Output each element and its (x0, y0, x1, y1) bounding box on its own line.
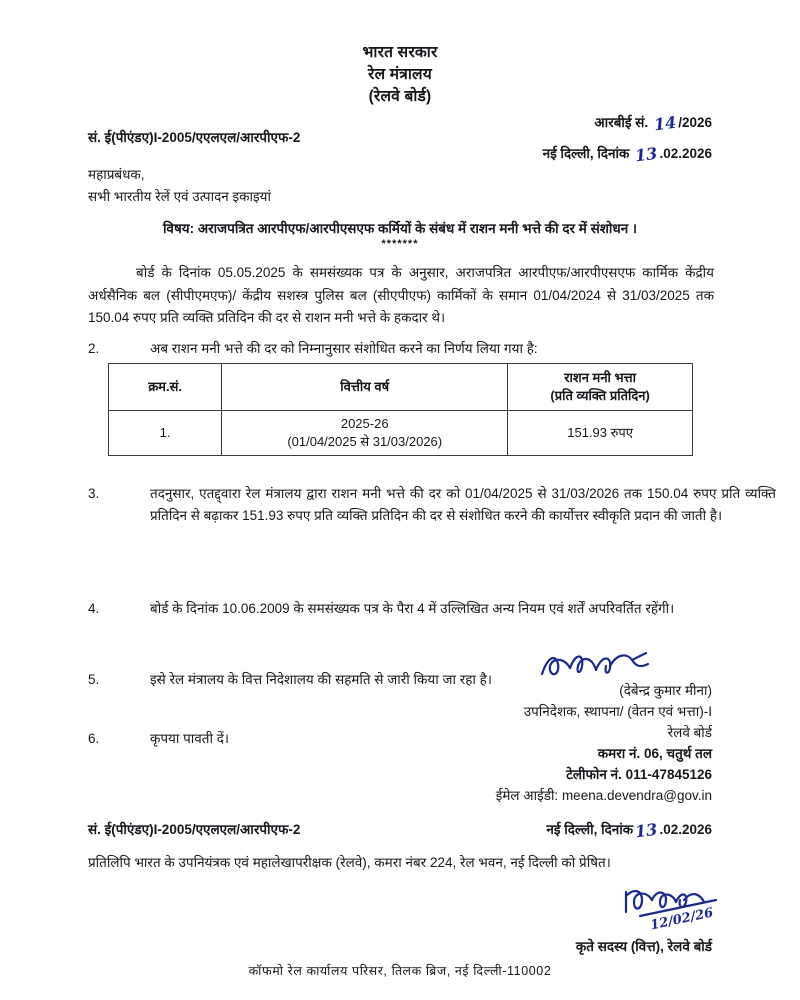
signature-scribble-icon (536, 648, 656, 682)
rbe-label: आरबीई सं. (594, 115, 649, 130)
table-cell-financial-year-line1: 2025-26 (340, 416, 389, 431)
signatory-email: ईमेल आईडी: meena.devendra@gov.in (495, 788, 712, 804)
second-signature-date-handwritten: 12/02/26 (649, 905, 715, 934)
table-cell-financial-year-line2: (01/04/2025 से 31/03/2026) (287, 434, 443, 450)
table-cell-financial-year (222, 411, 508, 456)
page-footer-address: कॉफमो रेल कार्यालय परिसर, तिलक ब्रिज, नई दिल्ली-110002 (248, 964, 552, 978)
file-number: सं. ई(पीएंडए)I-2005/एएलएल/आरपीएफ-2 (88, 130, 301, 145)
paragraph-2-text: अब राशन मनी भत्ते की दर को निम्नानुसार संशोधित करने का निर्णय लिया गया है: (150, 341, 538, 356)
subject-text: विषय: अराजपत्रित आरपीएफ/आरपीएसएफ कर्मियों के संबंध में राशन मनी भत्ते की दर में संशोधन । (162, 221, 638, 236)
table-header-row (109, 364, 693, 411)
paragraph-1 (88, 262, 714, 330)
letterhead-line-government: भारत सरकार (362, 44, 438, 61)
signatory-designation: उपनिदेशक, स्थापना/ (वेतन एवं भत्ता)-I (523, 704, 712, 720)
date-day-handwritten: 13 (634, 143, 659, 166)
table-body (109, 411, 693, 456)
table-header (109, 364, 693, 411)
paragraph-4 (88, 598, 776, 621)
paragraph-4-number: 4. (88, 601, 100, 617)
addressee-line-2: सभी भारतीय रेलें एवं उत्पादन इकाइयां (88, 188, 271, 204)
letterhead (0, 42, 800, 108)
paragraph-6-text: कृपया पावती दें। (150, 731, 230, 747)
paragraph-3 (88, 483, 776, 528)
paragraph-3-text: तदनुसार, एतद्द्वारा रेल मंत्रालय द्वारा राशन मनी भत्ते की दर को 01/04/2025 से 31/03/2026 तक 150.04 रुपए प्रति व्यक्ति प्रतिदिन से बढ़ाकर 151.93 रुपए प्रति व्यक्ति प्रतिदिन की दर से संशोधित करने की कार्योत्तर स्वीकृति प्रदान की जाती है। (150, 485, 776, 524)
paragraph-1-text: बोर्ड के दिनांक 05.05.2025 के समसंख्यक पत्र के अनुसार, अराजपत्रित आरपीएफ/आरपीएसएफ कार्मिक केंद्रीय अर्धसैनिक बल (सीपीएमएफ)/ केंद्रीय सशस्त्र पुलिस बल (सीएपीएफ) कार्मिकों के समान 01/04/2024 से 31/03/2025 तक 150.04 रुपए प्रति व्यक्ति प्रतिदिन की दर से राशन मनी भत्ते के हकदार थे। (88, 265, 714, 326)
paragraph-5-number: 5. (88, 671, 100, 687)
paragraph-4-text: बोर्ड के दिनांक 10.06.2009 के समसंख्यक पत्र के पैरा 4 में उल्लिखित अन्य नियम एवं शर्तें अपरिवर्तित रहेंगी। (150, 601, 675, 617)
addressee-line-1: महाप्रबंधक, (88, 167, 145, 182)
letterhead-line-board: (रेलवे बोर्ड) (368, 88, 432, 105)
table-header-financial-year: वित्तीय वर्ष (222, 364, 508, 411)
subject-separator-stars: ******* (381, 238, 419, 250)
copy-forwarded-line: प्रतिलिपि भारत के उपनियंत्रक एवं महालेखापरीक्षक (रेलवे), कमरा नंबर 224, रेल भवन, नई दिल्ली को प्रेषित। (88, 855, 611, 870)
signatory-organisation: रेलवे बोर्ड (667, 725, 712, 741)
letterhead-line-ministry: रेल मंत्रालय (368, 66, 432, 83)
subject-block (88, 219, 712, 250)
place-label: नई दिल्ली, दिनांक (542, 146, 630, 162)
signatory-telephone: टेलीफोन नं. 011-47845126 (566, 767, 712, 783)
ration-money-rate-table (108, 363, 693, 456)
signatory-name: (देबेन्द्र कुमार मीना) (619, 683, 712, 698)
paragraph-3-number: 3. (88, 485, 100, 501)
table-cell-serial: 1. (109, 411, 222, 456)
footer-file-number: सं. ई(पीएंडए)I-2005/एएलएल/आरपीएफ-2 (88, 822, 301, 837)
reference-right-block (543, 108, 712, 170)
table-header-serial: क्रम.सं. (109, 364, 222, 411)
table-header-allowance-line1: राशन मनी भत्ता (564, 369, 637, 385)
footer-date-rest: .02.2026 (659, 822, 712, 837)
table-header-allowance-line2: (प्रति व्यक्ति प्रतिदिन) (550, 388, 650, 403)
addressee-block (88, 164, 271, 208)
paragraph-5-text: इसे रेल मंत्रालय के वित्त निदेशालय की सहमति से जारी किया जा रहा है। (150, 671, 492, 687)
table-header-allowance (508, 364, 693, 411)
rbe-number-handwritten: 14 (652, 112, 678, 135)
signatory-room: कमरा नं. 06, चतुर्थ तल (597, 746, 712, 762)
place-date-line (543, 139, 712, 170)
date-rest: .02.2026 (659, 146, 712, 162)
second-signature-label: कृते सदस्य (वित्त), रेलवे बोर्ड (575, 939, 712, 954)
table-cell-allowance: 151.93 रुपए (508, 411, 693, 456)
rbe-number-line (543, 108, 712, 139)
table-row (109, 411, 693, 456)
footer-date-day-handwritten: 13 (634, 819, 659, 842)
footer-place-date (546, 820, 712, 840)
paragraph-6-number: 6. (88, 731, 100, 747)
paragraph-2-number: 2. (88, 341, 100, 356)
paragraph-2 (88, 338, 776, 361)
signature-block (360, 680, 712, 806)
rbe-year: /2026 (678, 115, 712, 130)
footer-place-label: नई दिल्ली, दिनांक (546, 822, 634, 837)
